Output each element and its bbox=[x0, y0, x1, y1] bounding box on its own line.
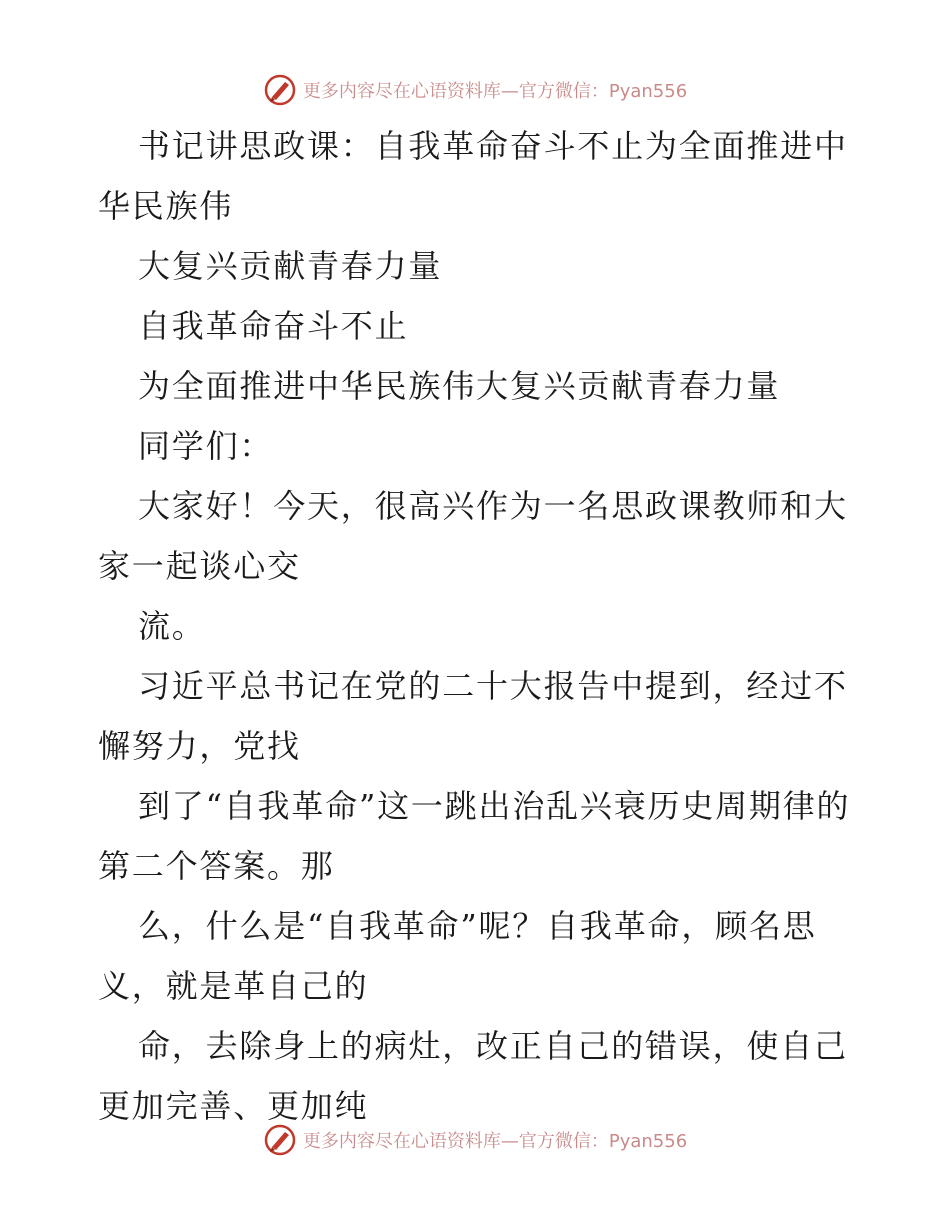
paragraph: 大复兴贡献青春力量 bbox=[138, 247, 443, 285]
paragraph: 为全面推进中华民族伟大复兴贡献青春力量 bbox=[138, 367, 781, 405]
watermark-text: 更多内容尽在心语资料库—官方微信：Pyan556 bbox=[302, 1131, 688, 1152]
paragraph: 书记讲思政课：自我革命奋斗不止为全面推进中华民族伟 bbox=[98, 127, 848, 225]
paragraph: 同学们： bbox=[138, 427, 274, 465]
pen-logo-icon bbox=[263, 73, 297, 107]
paragraph: 习近平总书记在党的二十大报告中提到，经过不懈努力，党找 bbox=[98, 667, 848, 765]
pen-logo-icon bbox=[263, 1123, 297, 1157]
watermark-text: 更多内容尽在心语资料库—官方微信：Pyan556 bbox=[302, 81, 688, 102]
paragraph: 到了“自我革命”这一跳出治乱兴衰历史周期律的第二个答案。那 bbox=[98, 787, 851, 885]
paragraph: 流。 bbox=[138, 607, 206, 645]
header-watermark bbox=[0, 70, 950, 110]
paragraph: 命，去除身上的病灶，改正自己的错误，使自己更加完善、更加纯 bbox=[98, 1027, 848, 1125]
paragraph: 么，什么是“自我革命”呢？自我革命，顾名思义，就是革自己的 bbox=[98, 907, 817, 1005]
footer-watermark bbox=[0, 1120, 950, 1160]
paragraph: 自我革命奋斗不止 bbox=[138, 307, 409, 345]
document-body bbox=[98, 116, 854, 1136]
paragraph: 大家好！今天，很高兴作为一名思政课教师和大家一起谈心交 bbox=[98, 487, 848, 585]
